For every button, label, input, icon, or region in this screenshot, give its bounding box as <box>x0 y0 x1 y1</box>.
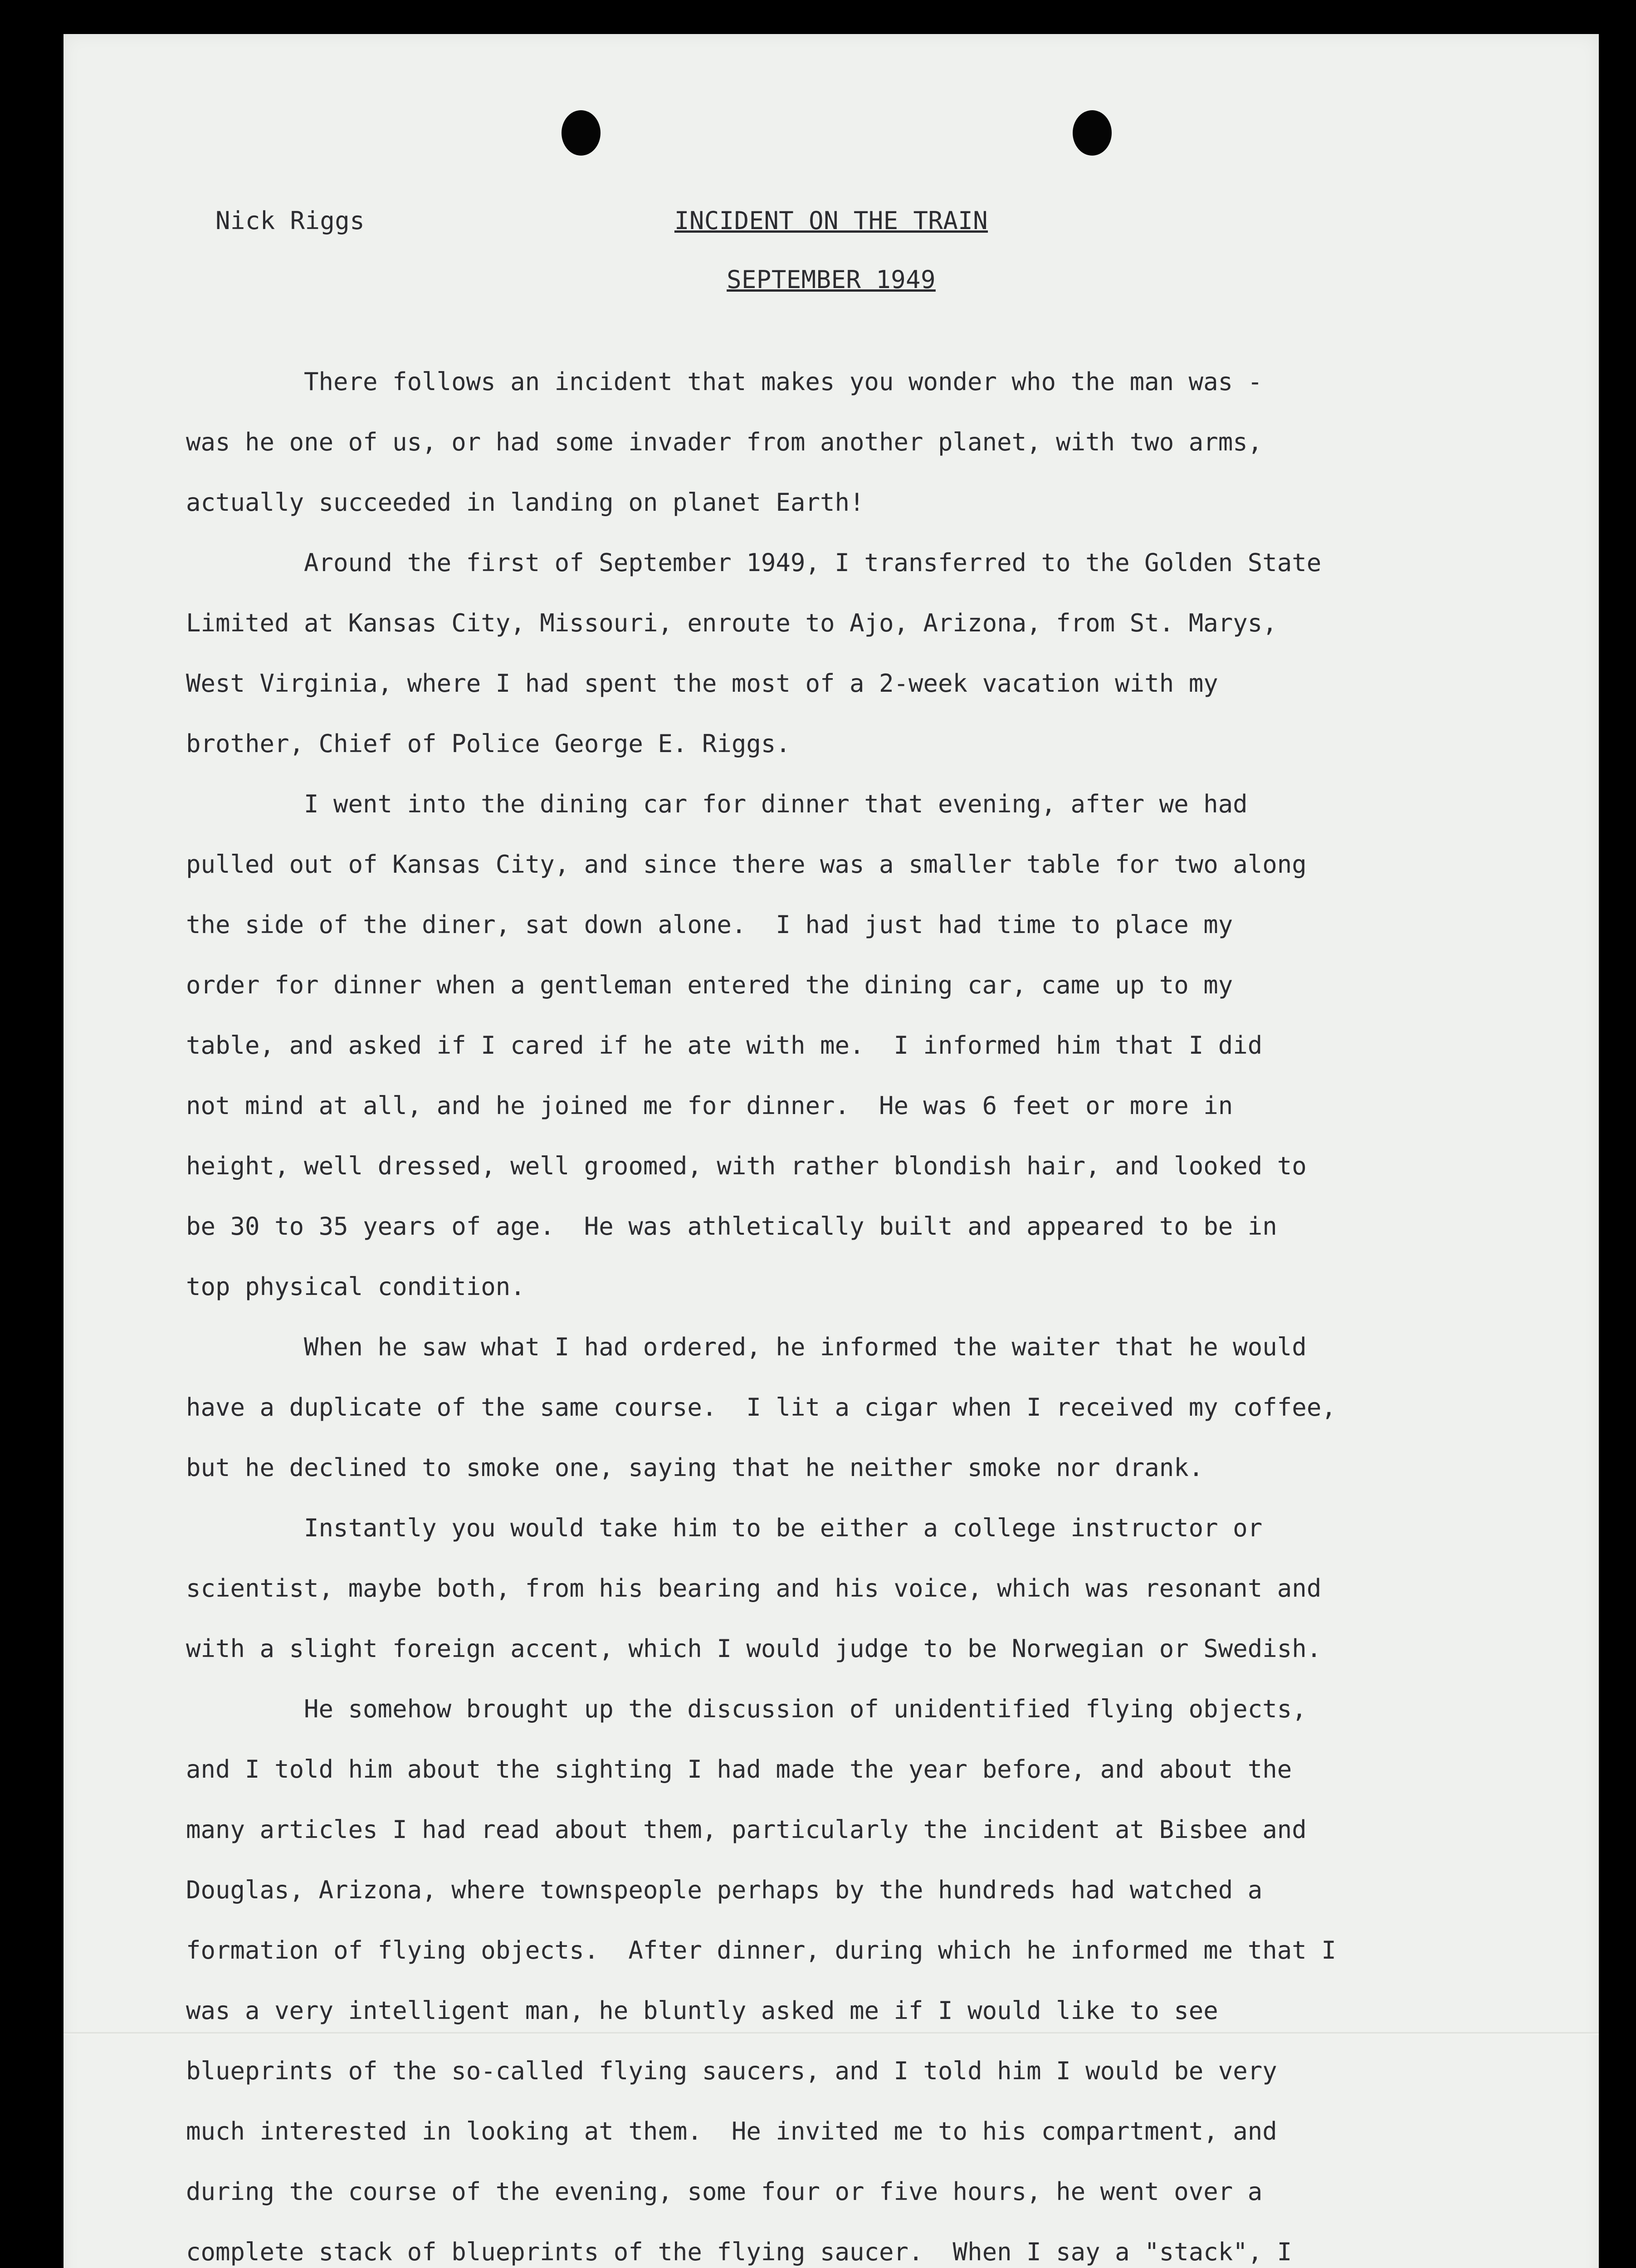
body-line: I went into the dining car for dinner that evening, after we had <box>304 790 1248 818</box>
body-line: with a slight foreign accent, which I would judge to be Norwegian or Swedish. <box>186 1634 1322 1663</box>
body-line: He somehow brought up the discussion of unidentified flying objects, <box>304 1695 1307 1723</box>
body-line: the side of the diner, sat down alone. I had just had time to place my <box>186 910 1233 939</box>
body-line: Limited at Kansas City, Missouri, enroute to Ajo, Arizona, from St. Marys, <box>186 609 1277 637</box>
document-page <box>63 34 1599 2268</box>
body-line: height, well dressed, well groomed, with rather blondish hair, and looked to <box>186 1152 1307 1180</box>
body-line: scientist, maybe both, from his bearing and his voice, which was resonant and <box>186 1574 1322 1603</box>
body-line: and I told him about the sighting I had made the year before, and about the <box>186 1755 1292 1784</box>
document-title: INCIDENT ON THE TRAIN <box>674 206 988 235</box>
body-line: was he one of us, or had some invader from another planet, with two arms, <box>186 428 1263 456</box>
body-line: actually succeeded in landing on planet Earth! <box>186 488 864 517</box>
body-line: West Virginia, where I had spent the most of a 2-week vacation with my <box>186 669 1218 698</box>
body-line: many articles I had read about them, particularly the incident at Bisbee and <box>186 1815 1307 1844</box>
body-line: complete stack of blueprints of the flying saucer. When I say a "stack", I <box>186 2238 1292 2266</box>
body-line: but he declined to smoke one, saying that he neither smoke nor drank. <box>186 1453 1204 1482</box>
body-line: during the course of the evening, some four or five hours, he went over a <box>186 2177 1263 2206</box>
body-line: brother, Chief of Police George E. Riggs. <box>186 729 791 758</box>
body-line: Around the first of September 1949, I transferred to the Golden State <box>304 548 1322 577</box>
body-line: Douglas, Arizona, where townspeople perhaps by the hundreds had watched a <box>186 1876 1263 1904</box>
body-line: When he saw what I had ordered, he informed the waiter that he would <box>304 1333 1307 1361</box>
body-line: top physical condition. <box>186 1272 525 1301</box>
body-line: order for dinner when a gentleman entered the dining car, came up to my <box>186 971 1233 999</box>
body-line: Instantly you would take him to be either a college instructor or <box>304 1514 1263 1542</box>
document-body <box>186 352 1501 2268</box>
body-line: pulled out of Kansas City, and since there was a smaller table for two along <box>186 850 1307 879</box>
author-name: Nick Riggs <box>215 206 365 235</box>
punch-hole-left <box>562 110 601 156</box>
document-date: SEPTEMBER 1949 <box>727 265 936 294</box>
body-line: blueprints of the so-called flying saucers, and I told him I would be very <box>186 2057 1277 2085</box>
punch-hole-right <box>1073 110 1112 156</box>
body-line: have a duplicate of the same course. I lit a cigar when I received my coffee, <box>186 1393 1336 1422</box>
body-line: formation of flying objects. After dinner, during which he informed me that I <box>186 1936 1336 1965</box>
body-line: not mind at all, and he joined me for dinner. He was 6 feet or more in <box>186 1091 1233 1120</box>
body-line: table, and asked if I cared if he ate with me. I informed him that I did <box>186 1031 1263 1060</box>
body-line: There follows an incident that makes you wonder who the man was - <box>304 367 1263 396</box>
body-line: was a very intelligent man, he bluntly asked me if I would like to see <box>186 1996 1218 2025</box>
body-line: much interested in looking at them. He invited me to his compartment, and <box>186 2117 1277 2146</box>
body-line: be 30 to 35 years of age. He was athletically built and appeared to be in <box>186 1212 1277 1241</box>
